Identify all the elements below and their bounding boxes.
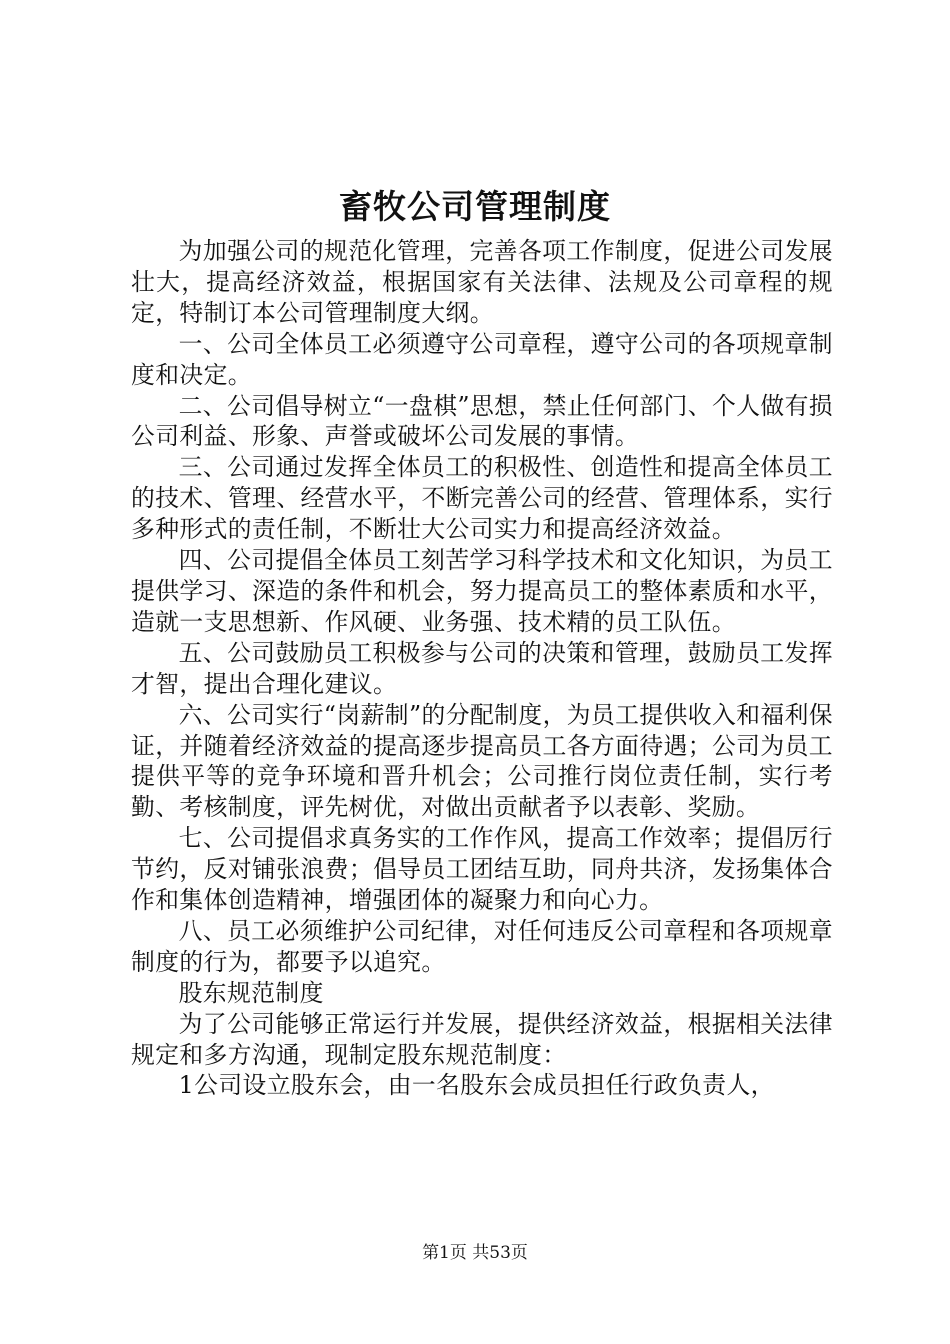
article-6-paragraph: 六、公司实行“岗薪制”的分配制度，为员工提供收入和福利保证，并随着经济效益的提高逐步提高员工各方面待遇；公司为员工提供平等的竞争环境和晋升机会；公司推行岗位责任制，实行考勤、考核制度，评先树优，对做出贡献者予以表彰、奖励。 <box>131 700 833 822</box>
article-3-paragraph: 三、公司通过发挥全体员工的积极性、创造性和提高全体员工的技术、管理、经营水平，不断完善公司的经营、管理体系，实行多种形式的责任制，不断壮大公司实力和提高经济效益。 <box>131 453 833 544</box>
article-2-paragraph: 二、公司倡导树立“一盘棋”思想，禁止任何部门、个人做有损公司利益、形象、声誉或破坏公司发展的事情。 <box>131 391 833 451</box>
article-4-paragraph: 四、公司提倡全体员工刻苦学习科学技术和文化知识，为员工提供学习、深造的条件和机会，努力提高员工的整体素质和水平，造就一支思想新、作风硬、业务强、技术精的员工队伍。 <box>131 546 833 636</box>
section-heading: 股东规范制度 <box>178 978 324 1007</box>
article-8-paragraph: 八、员工必须维护公司纪律，对任何违反公司章程和各项规章制度的行为，都要予以追究。 <box>131 916 833 976</box>
document-body <box>131 236 833 1101</box>
section-intro-paragraph: 为了公司能够正常运行并发展，提供经济效益，根据相关法律规定和多方沟通，现制定股东规范制度： <box>131 1009 833 1069</box>
article-5-paragraph: 五、公司鼓励员工积极参与公司的决策和管理，鼓励员工发挥才智，提出合理化建议。 <box>131 638 833 698</box>
article-1-paragraph: 一、公司全体员工必须遵守公司章程，遵守公司的各项规章制度和决定。 <box>131 329 833 389</box>
document-title: 畜牧公司管理制度 <box>339 187 611 226</box>
page-number-footer: 第1页 共53页 <box>422 1243 528 1263</box>
intro-paragraph: 为加强公司的规范化管理，完善各项工作制度，促进公司发展壮大，提高经济效益，根据国家有关法律、法规及公司章程的规定，特制订本公司管理制度大纲。 <box>131 237 833 327</box>
article-7-paragraph: 七、公司提倡求真务实的工作作风，提高工作效率；提倡厉行节约，反对铺张浪费；倡导员工团结互助，同舟共济，发扬集体合作和集体创造精神，增强团体的凝聚力和向心力。 <box>131 824 833 915</box>
section-item-1-paragraph: 1公司设立股东会，由一名股东会成员担任行政负责人， <box>178 1071 775 1100</box>
